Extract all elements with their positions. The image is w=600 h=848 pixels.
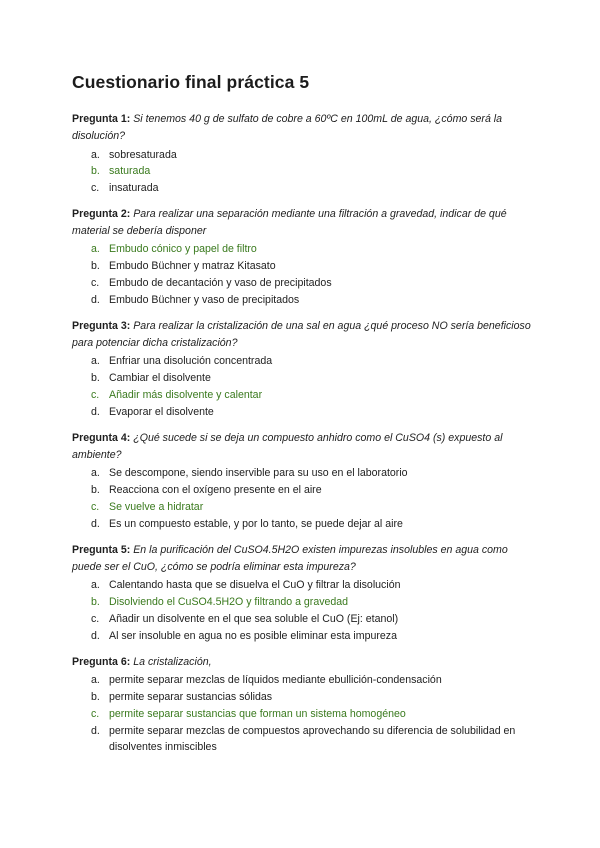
option-3c	[91, 387, 262, 403]
option-letter: c.	[91, 501, 100, 513]
option-letter: a.	[91, 355, 100, 367]
option-1c	[91, 180, 158, 196]
option-2a	[91, 241, 257, 257]
question-text: En la purificación del CuSO4.5H2O existen impurezas insolubles en agua como puede ser el CuO, ¿cómo se podría eliminar esta impureza?	[72, 544, 508, 573]
option-letter: b.	[91, 484, 100, 496]
option-3a	[91, 353, 272, 369]
option-letter: d.	[91, 406, 100, 418]
option-text: Reacciona con el oxígeno presente en el aire	[109, 484, 322, 496]
option-4d	[91, 516, 403, 532]
question-6	[72, 654, 532, 671]
option-1b	[91, 163, 150, 179]
option-letter: b.	[91, 165, 100, 177]
option-6b	[91, 689, 272, 705]
option-6c	[91, 706, 406, 722]
option-text: Disolviendo el CuSO4.5H2O y filtrando a gravedad	[109, 596, 349, 608]
option-letter: d.	[91, 630, 100, 642]
question-label: Pregunta 6:	[72, 656, 131, 668]
option-5c	[91, 611, 398, 627]
question-label: Pregunta 5:	[72, 544, 131, 556]
option-text: Enfriar una disolución concentrada	[109, 355, 273, 367]
option-5d	[91, 628, 397, 644]
option-5a	[91, 577, 401, 593]
option-text: Se descompone, siendo inservible para su uso en el laboratorio	[109, 467, 408, 479]
option-text: saturada	[109, 165, 151, 177]
option-letter: a.	[91, 674, 100, 686]
option-6a	[91, 672, 442, 688]
option-4b	[91, 482, 322, 498]
question-label: Pregunta 1:	[72, 113, 131, 125]
question-3	[72, 318, 532, 352]
option-text: Añadir un disolvente en el que sea soluble el CuO (Ej: etanol)	[109, 613, 399, 625]
option-text: Evaporar el disolvente	[109, 406, 214, 418]
option-letter: b.	[91, 691, 100, 703]
option-letter: b.	[91, 372, 100, 384]
option-2b	[91, 258, 276, 274]
option-text: Al ser insoluble en agua no es posible eliminar esta impureza	[109, 630, 397, 642]
option-letter: c.	[91, 613, 100, 625]
option-5b	[91, 594, 348, 610]
option-text: Embudo Büchner y matraz Kitasato	[109, 260, 276, 272]
page-title: Cuestionario final práctica 5	[72, 72, 310, 92]
question-text: Si tenemos 40 g de sulfato de cobre a 60ºC en 100mL de agua, ¿cómo será la disolución?	[72, 113, 503, 142]
option-2d	[91, 292, 299, 308]
option-2c	[91, 275, 332, 291]
question-label: Pregunta 4:	[72, 432, 131, 444]
option-text: Cambiar el disolvente	[109, 372, 211, 384]
option-1a	[91, 147, 177, 163]
option-letter: a.	[91, 579, 100, 591]
option-text: permite separar mezclas de compuestos aprovechando su diferencia de solubilidad en disolventes inmiscibles	[109, 725, 516, 753]
option-letter: d.	[91, 725, 100, 737]
option-4a	[91, 465, 408, 481]
option-3b	[91, 370, 211, 386]
option-letter: c.	[91, 389, 100, 401]
option-letter: b.	[91, 260, 100, 272]
question-text: La cristalización,	[133, 656, 212, 668]
option-text: permite separar sustancias que forman un sistema homogéneo	[109, 708, 406, 720]
option-text: Embudo cónico y papel de filtro	[109, 243, 257, 255]
question-label: Pregunta 2:	[72, 208, 131, 220]
question-text: Para realizar una separación mediante una filtración a gravedad, indicar de qué material se debería disponer	[72, 208, 507, 237]
option-6d	[91, 723, 529, 755]
option-letter: c.	[91, 182, 100, 194]
option-text: Añadir más disolvente y calentar	[109, 389, 263, 401]
option-text: Embudo de decantación y vaso de precipitados	[109, 277, 332, 289]
question-label: Pregunta 3:	[72, 320, 131, 332]
question-text: Para realizar la cristalización de una sal en agua ¿qué proceso NO sería beneficioso para potenciar dicha cristalización?	[72, 320, 531, 349]
option-letter: d.	[91, 294, 100, 306]
option-text: permite separar mezclas de líquidos mediante ebullición-condensación	[109, 674, 442, 686]
option-text: sobresaturada	[109, 149, 177, 161]
question-2	[72, 206, 532, 240]
question-1	[72, 111, 532, 145]
option-letter: c.	[91, 708, 100, 720]
option-4c	[91, 499, 203, 515]
option-text: permite separar sustancias sólidas	[109, 691, 273, 703]
option-letter: a.	[91, 243, 100, 255]
question-5	[72, 542, 532, 576]
option-3d	[91, 404, 214, 420]
option-letter: d.	[91, 518, 100, 530]
option-letter: b.	[91, 596, 100, 608]
question-4	[72, 430, 532, 464]
option-text: insaturada	[109, 182, 159, 194]
option-text: Calentando hasta que se disuelva el CuO y filtrar la disolución	[109, 579, 401, 591]
option-letter: a.	[91, 467, 100, 479]
option-text: Embudo Büchner y vaso de precipitados	[109, 294, 300, 306]
option-letter: c.	[91, 277, 100, 289]
option-text: Es un compuesto estable, y por lo tanto, se puede dejar al aire	[109, 518, 403, 530]
question-text: ¿Qué sucede si se deja un compuesto anhidro como el CuSO4 (s) expuesto al ambiente?	[72, 432, 503, 461]
option-text: Se vuelve a hidratar	[109, 501, 204, 513]
option-letter: a.	[91, 149, 100, 161]
